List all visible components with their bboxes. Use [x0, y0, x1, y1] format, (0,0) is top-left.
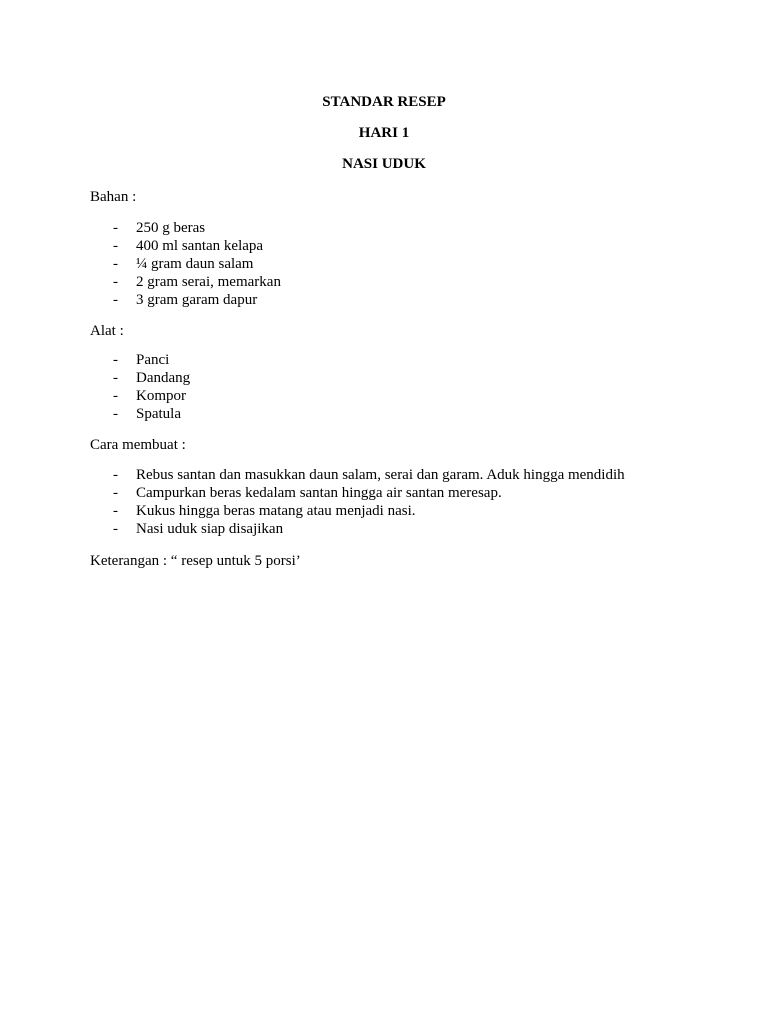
bullet-dash: - — [113, 352, 118, 368]
bullet-dash: - — [113, 274, 118, 290]
bullet-dash: - — [113, 406, 118, 422]
list-item-text: Panci — [136, 352, 170, 368]
list-item-text: ¼ gram daun salam — [136, 256, 254, 272]
bullet-dash: - — [113, 503, 118, 519]
list-item-text: Dandang — [136, 370, 191, 386]
bullet-dash: - — [113, 256, 118, 272]
bullet-dash: - — [113, 238, 118, 254]
document-day: HARI 1 — [358, 125, 410, 141]
list-item-text: Campurkan beras kedalam santan hingga air santan meresap. — [136, 485, 502, 501]
list-item-text: 250 g beras — [136, 220, 206, 236]
list-item-text: 400 ml santan kelapa — [136, 238, 264, 254]
list-item-text: 2 gram serai, memarkan — [136, 274, 281, 290]
bullet-dash: - — [113, 485, 118, 501]
bullet-dash: - — [113, 467, 118, 483]
list-item-text: 3 gram garam dapur — [136, 292, 258, 308]
section-heading-bahan: Bahan : — [90, 189, 137, 205]
bullet-dash: - — [113, 292, 118, 308]
note-keterangan: Keterangan : “ resep untuk 5 porsi’ — [90, 553, 301, 569]
document-title: STANDAR RESEP — [322, 94, 446, 110]
bullet-dash: - — [113, 220, 118, 236]
section-heading-alat: Alat : — [90, 323, 124, 339]
list-item-text: Spatula — [136, 406, 181, 422]
bullet-dash: - — [113, 370, 118, 386]
list-item-text: Kompor — [136, 388, 186, 404]
list-item-text: Rebus santan dan masukkan daun salam, serai dan garam. Aduk hingga mendidih — [136, 467, 625, 483]
recipe-name: NASI UDUK — [342, 156, 426, 172]
section-heading-cara-membuat: Cara membuat : — [90, 437, 186, 453]
bullet-dash: - — [113, 521, 118, 537]
list-item-text: Nasi uduk siap disajikan — [136, 521, 284, 537]
bullet-dash: - — [113, 388, 118, 404]
list-item-text: Kukus hingga beras matang atau menjadi nasi. — [136, 503, 416, 519]
